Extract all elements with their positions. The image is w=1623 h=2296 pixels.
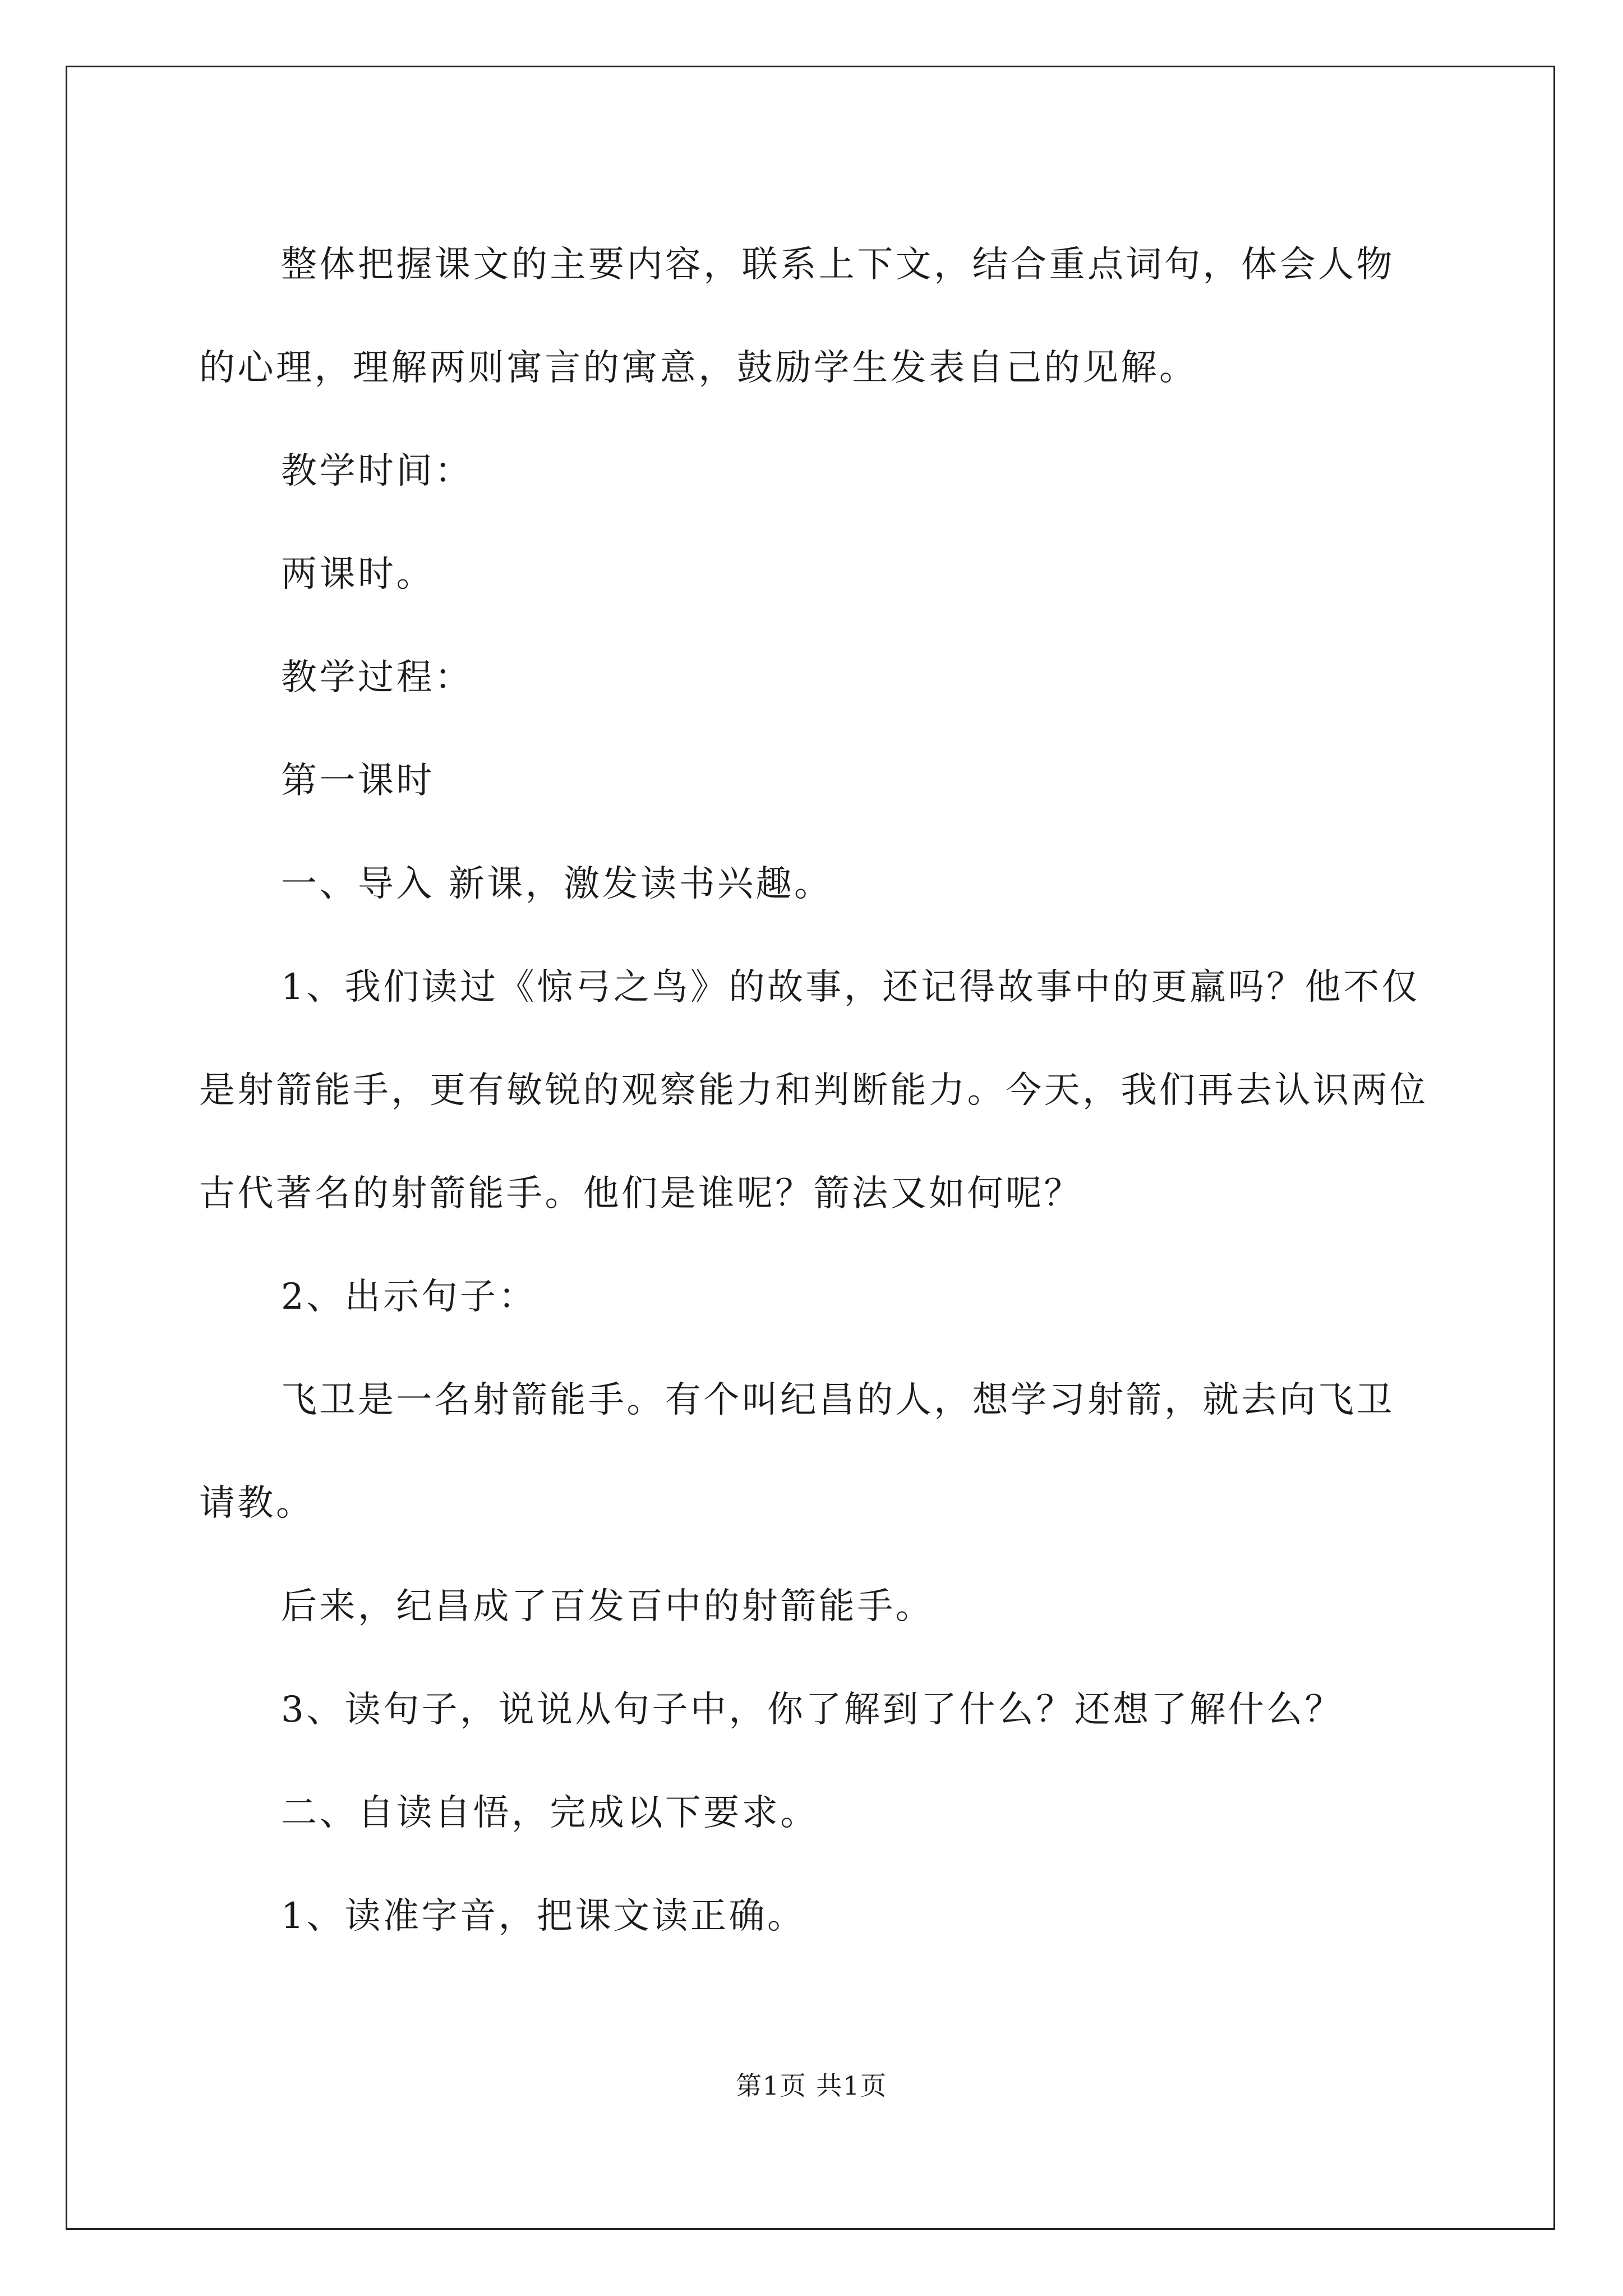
paragraph-objective: 整体把握课文的主要内容，联系上下文，结合重点词句，体会人物的心理，理解两则寓言的寓意，鼓励学生发表自己的见解。: [199, 244, 1395, 389]
page-number-footer: 第1页 共1页: [735, 2070, 888, 2101]
paragraph-sentence-1: 飞卫是一名射箭能手。有个叫纪昌的人，想学习射箭，就去向飞卫请教。: [199, 1379, 1395, 1524]
paragraph-step-1: 1、我们读过《惊弓之鸟》的故事，还记得故事中的更羸吗？他不仅是射箭能手，更有敏锐的观察能力和判断能力。今天，我们再去认识两位古代著名的射箭能手。他们是谁呢？箭法又如何呢？: [199, 967, 1428, 1214]
paragraph-step-2: 2、出示句子：: [281, 1276, 537, 1318]
paragraph-lesson-one: 第一课时: [281, 760, 435, 802]
paragraph-section-two: 二、自读自悟，完成以下要求。: [281, 1792, 819, 1834]
paragraph-sentence-2: 后来，纪昌成了百发百中的射箭能手。: [281, 1586, 934, 1627]
paragraph-step-3: 3、读句子，说说从句子中，你了解到了什么？还想了解什么？: [281, 1689, 1344, 1731]
paragraph-time-value: 两课时。: [281, 554, 435, 595]
paragraph-process-heading: 教学过程：: [281, 657, 473, 698]
paragraph-read-step-1: 1、读准字音，把课文读正确。: [281, 1895, 806, 1937]
paragraph-section-one: 一、导入 新课，激发读书兴趣。: [281, 863, 833, 905]
paragraph-time-heading: 教学时间：: [281, 450, 473, 492]
